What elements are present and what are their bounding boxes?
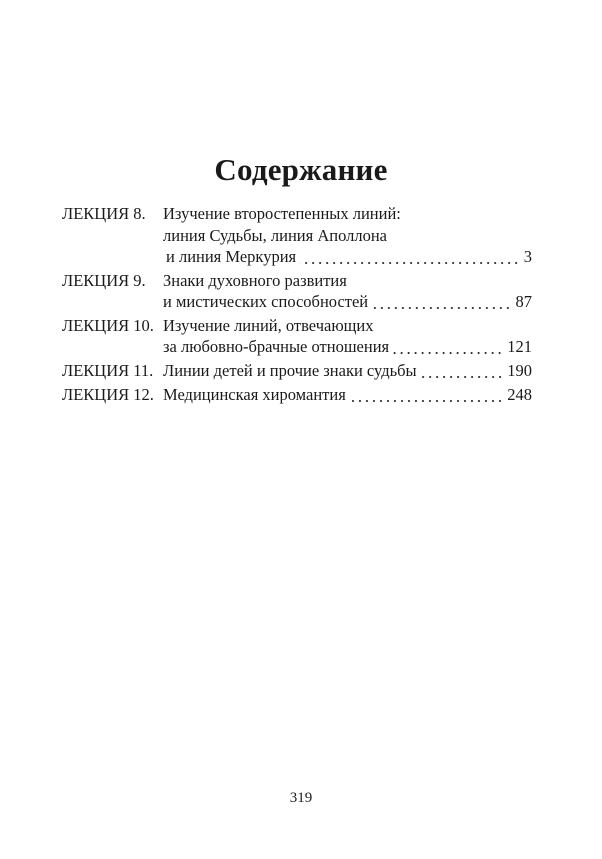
toc-page: 190 — [507, 361, 532, 380]
toc-text: линия Судьбы, линия Аполлона — [163, 226, 387, 245]
dot-leader — [421, 360, 504, 382]
toc-text: и мистических способностей — [163, 292, 369, 311]
toc-text: и линия Меркурия — [166, 247, 297, 266]
page-number: 319 — [289, 790, 313, 806]
toc-text: Знаки духовного развития — [163, 271, 347, 290]
toc-label: ЛЕКЦИЯ 8. — [62, 204, 146, 223]
toc-label: ЛЕКЦИЯ 11. — [62, 361, 154, 380]
toc-page: 3 — [523, 247, 532, 266]
toc-text: Линии детей и прочие знаки судьбы — [163, 361, 417, 380]
toc-text: Медицинская хиромантия — [163, 385, 346, 404]
dot-leader — [393, 336, 503, 358]
toc-label: ЛЕКЦИЯ 10. — [62, 316, 154, 335]
toc-label: ЛЕКЦИЯ 12. — [62, 385, 154, 404]
toc-text: Изучение второстепенных линий: — [163, 204, 401, 223]
dot-leader — [350, 384, 503, 406]
toc-label: ЛЕКЦИЯ 9. — [62, 271, 146, 290]
dot-leader — [372, 291, 511, 313]
toc-page: 87 — [515, 292, 532, 311]
toc-text: за любовно-брачные отношения — [163, 337, 390, 356]
toc-text: Изучение линий, отвечающих — [163, 316, 374, 335]
toc-page: 121 — [507, 337, 532, 356]
dot-leader — [300, 246, 520, 268]
page-title: Содержание — [214, 152, 388, 187]
toc-page: 248 — [507, 385, 532, 404]
